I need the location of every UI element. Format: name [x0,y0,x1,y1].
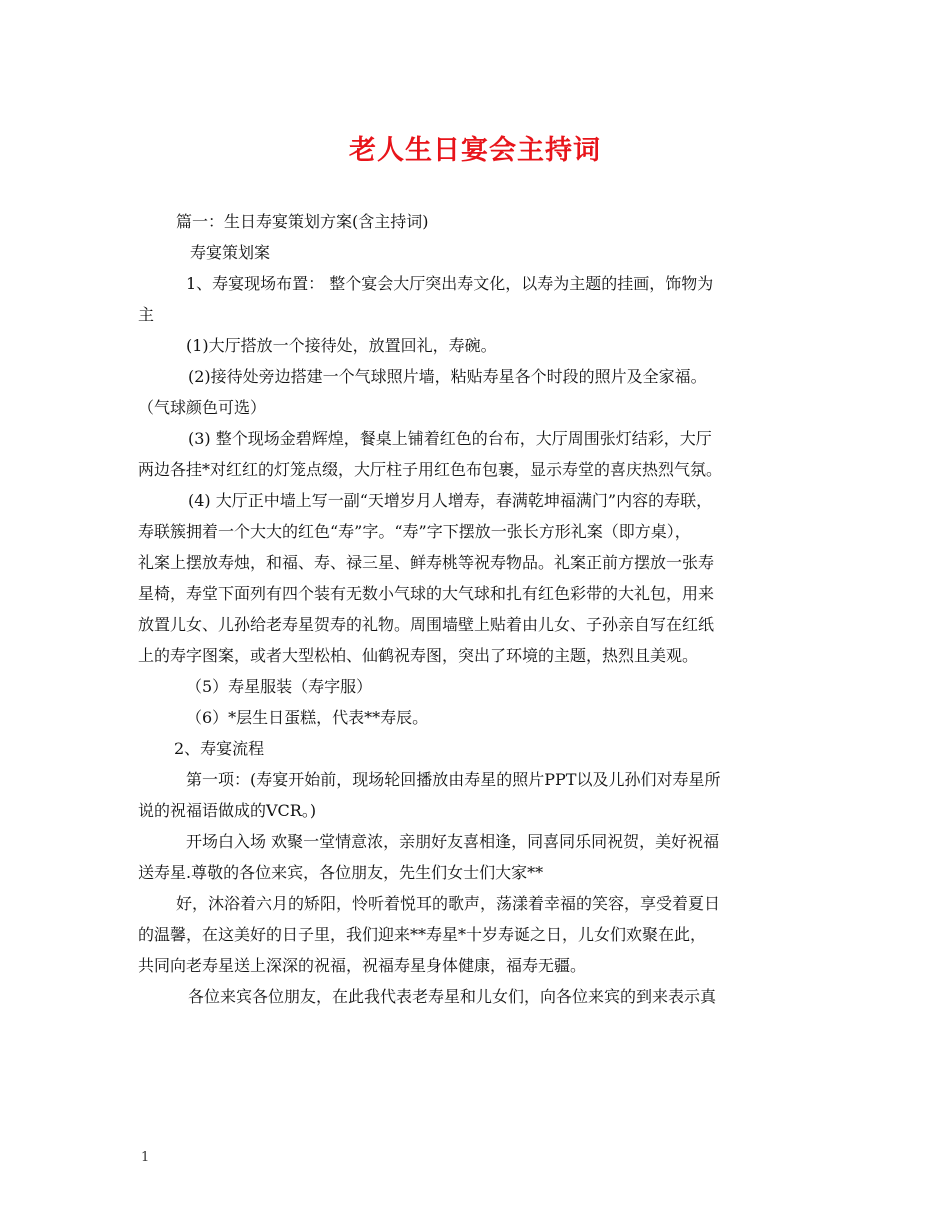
text-line: 送寿星.尊敬的各位来宾，各位朋友，先生们女士们大家** [138,863,544,882]
text-line: 2、寿宴流程 [174,739,265,758]
text-line: 礼案上摆放寿烛，和福、寿、禄三星、鲜寿桃等祝寿物品。礼案正前方摆放一张寿 [138,553,715,572]
text-line: 说的祝福语做成的VCR。) [138,801,317,820]
page-number: 1 [141,1150,150,1165]
text-line: （5）寿星服装（寿字服） [186,677,373,696]
text-line: 第一项：(寿宴开始前，现场轮回播放由寿星的照片PPT以及儿孙们对寿星所 [186,770,721,789]
text-line: 篇一：生日寿宴策划方案(含主持词) [176,212,429,231]
document-body [138,206,818,1012]
text-line: (3) 整个现场金碧辉煌，餐桌上铺着红色的台布，大厅周围张灯结彩，大厅 [188,429,712,448]
text-line: 寿宴策划案 [190,243,271,262]
text-line: 放置儿女、儿孙给老寿星贺寿的礼物。周围墙壁上贴着由儿女、子孙亲自写在红纸 [138,615,715,634]
text-line: 主 [138,305,155,324]
text-line: (2)接待处旁边搭建一个气球照片墙，粘贴寿星各个时段的照片及全家福。 [188,367,707,386]
text-line: 寿联簇拥着一个大大的红色“寿”字。“寿”字下摆放一张长方形礼案（即方桌）， [138,522,691,541]
text-line: 1、寿宴现场布置： 整个宴会大厅突出寿文化，以寿为主题的挂画，饰物为 [186,274,714,293]
text-line: 两边各挂*对红红的灯笼点缀，大厅柱子用红色布包裹，显示寿堂的喜庆热烈气氛。 [138,460,723,479]
text-line: 的温馨，在这美好的日子里，我们迎来**寿星*十岁寿诞之日，儿女们欢聚在此， [138,925,707,944]
text-line: （6）*层生日蛋糕，代表**寿辰。 [186,708,429,727]
text-line: 上的寿字图案，或者大型松柏、仙鹤祝寿图，突出了环境的主题，热烈且美观。 [138,646,699,665]
text-line: 好，沐浴着六月的矫阳，怜听着悦耳的歌声，荡漾着幸福的笑容，享受着夏日 [176,894,721,913]
text-line: 共同向老寿星送上深深的祝福，祝福寿星身体健康，福寿无疆。 [138,956,587,975]
document-title: 老人生日宴会主持词 [349,135,601,166]
text-line: (4) 大厅正中墙上写一副“天增岁月人增寿，春满乾坤福满门”内容的寿联， [188,491,713,510]
text-line: （气球颜色可选） [138,398,267,417]
text-line: 开场白入场 欢聚一堂情意浓，亲朋好友喜相逢，同喜同乐同祝贺，美好祝福 [186,832,720,851]
text-line: 各位来宾各位朋友，在此我代表老寿星和儿女们，向各位来宾的到来表示真 [188,987,717,1006]
text-line: (1)大厅搭放一个接待处，放置回礼，寿碗。 [186,336,497,355]
text-line: 星椅，寿堂下面列有四个装有无数小气球的大气球和扎有红色彩带的大礼包，用来 [138,584,715,603]
